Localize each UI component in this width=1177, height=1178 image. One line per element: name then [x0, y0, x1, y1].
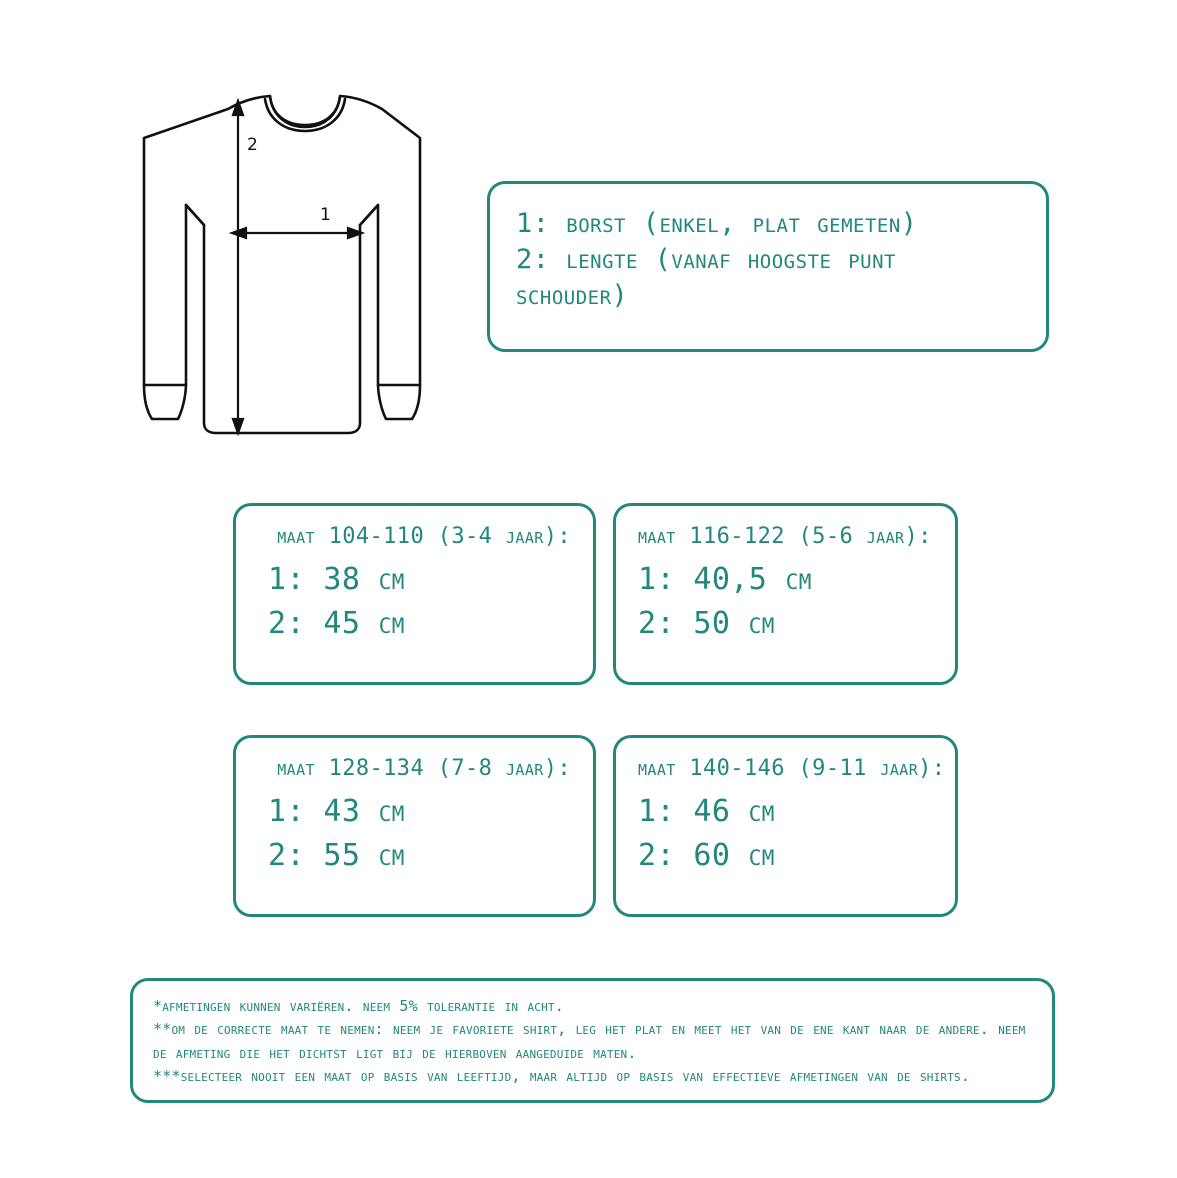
note-how-to-measure: **om de correcte maat te nemen: neem je favoriete shirt, leg het plat en meet het van de ene kant naar de andere. neem de afmeting die het dichtst ligt bij de hierboven aangeduide maten.: [153, 1020, 1026, 1062]
size-card-128-134: [233, 735, 596, 917]
size-card-chest: 1: 38 cm: [268, 562, 405, 598]
size-card-104-110: [233, 503, 596, 685]
size-card-title: maat 128-134 (7-8 jaar):: [277, 756, 571, 781]
shirt-illustration: [120, 85, 460, 455]
size-card-length: 2: 60 cm: [638, 837, 775, 873]
size-card-length: 2: 50 cm: [638, 605, 775, 641]
size-card-title: maat 140-146 (9-11 jaar):: [638, 756, 946, 781]
shirt-outline-svg: [120, 85, 460, 455]
size-card-title: maat 104-110 (3-4 jaar):: [277, 524, 571, 549]
size-card-chest: 1: 43 cm: [268, 794, 405, 830]
legend-line-length: 2: lengte (vanaf hoogste punt schouder): [516, 244, 896, 312]
size-card-title: maat 116-122 (5-6 jaar):: [638, 524, 932, 549]
notes-box: [130, 978, 1055, 1103]
legend-line-chest: 1: borst (enkel, plat gemeten): [516, 208, 918, 239]
legend-box: [487, 181, 1049, 352]
size-card-chest: 1: 46 cm: [638, 794, 775, 830]
length-arrow: [233, 101, 243, 433]
size-card-chest: 1: 40,5 cm: [638, 562, 812, 598]
note-tolerance: *afmetingen kunnen variëren. neem 5% tolerantie in acht.: [153, 997, 564, 1015]
dimension-marker-1: 1: [320, 205, 331, 225]
note-never-by-age: ***selecteer nooit een maat op basis van leeftijd, maar altijd op basis van effectieve afmetingen van de shirts.: [153, 1066, 971, 1085]
chest-arrow: [232, 228, 362, 238]
size-card-140-146: [613, 735, 958, 917]
size-card-116-122: [613, 503, 958, 685]
size-card-length: 2: 45 cm: [268, 605, 405, 641]
size-card-length: 2: 55 cm: [268, 837, 405, 873]
dimension-marker-2: 2: [247, 135, 258, 155]
